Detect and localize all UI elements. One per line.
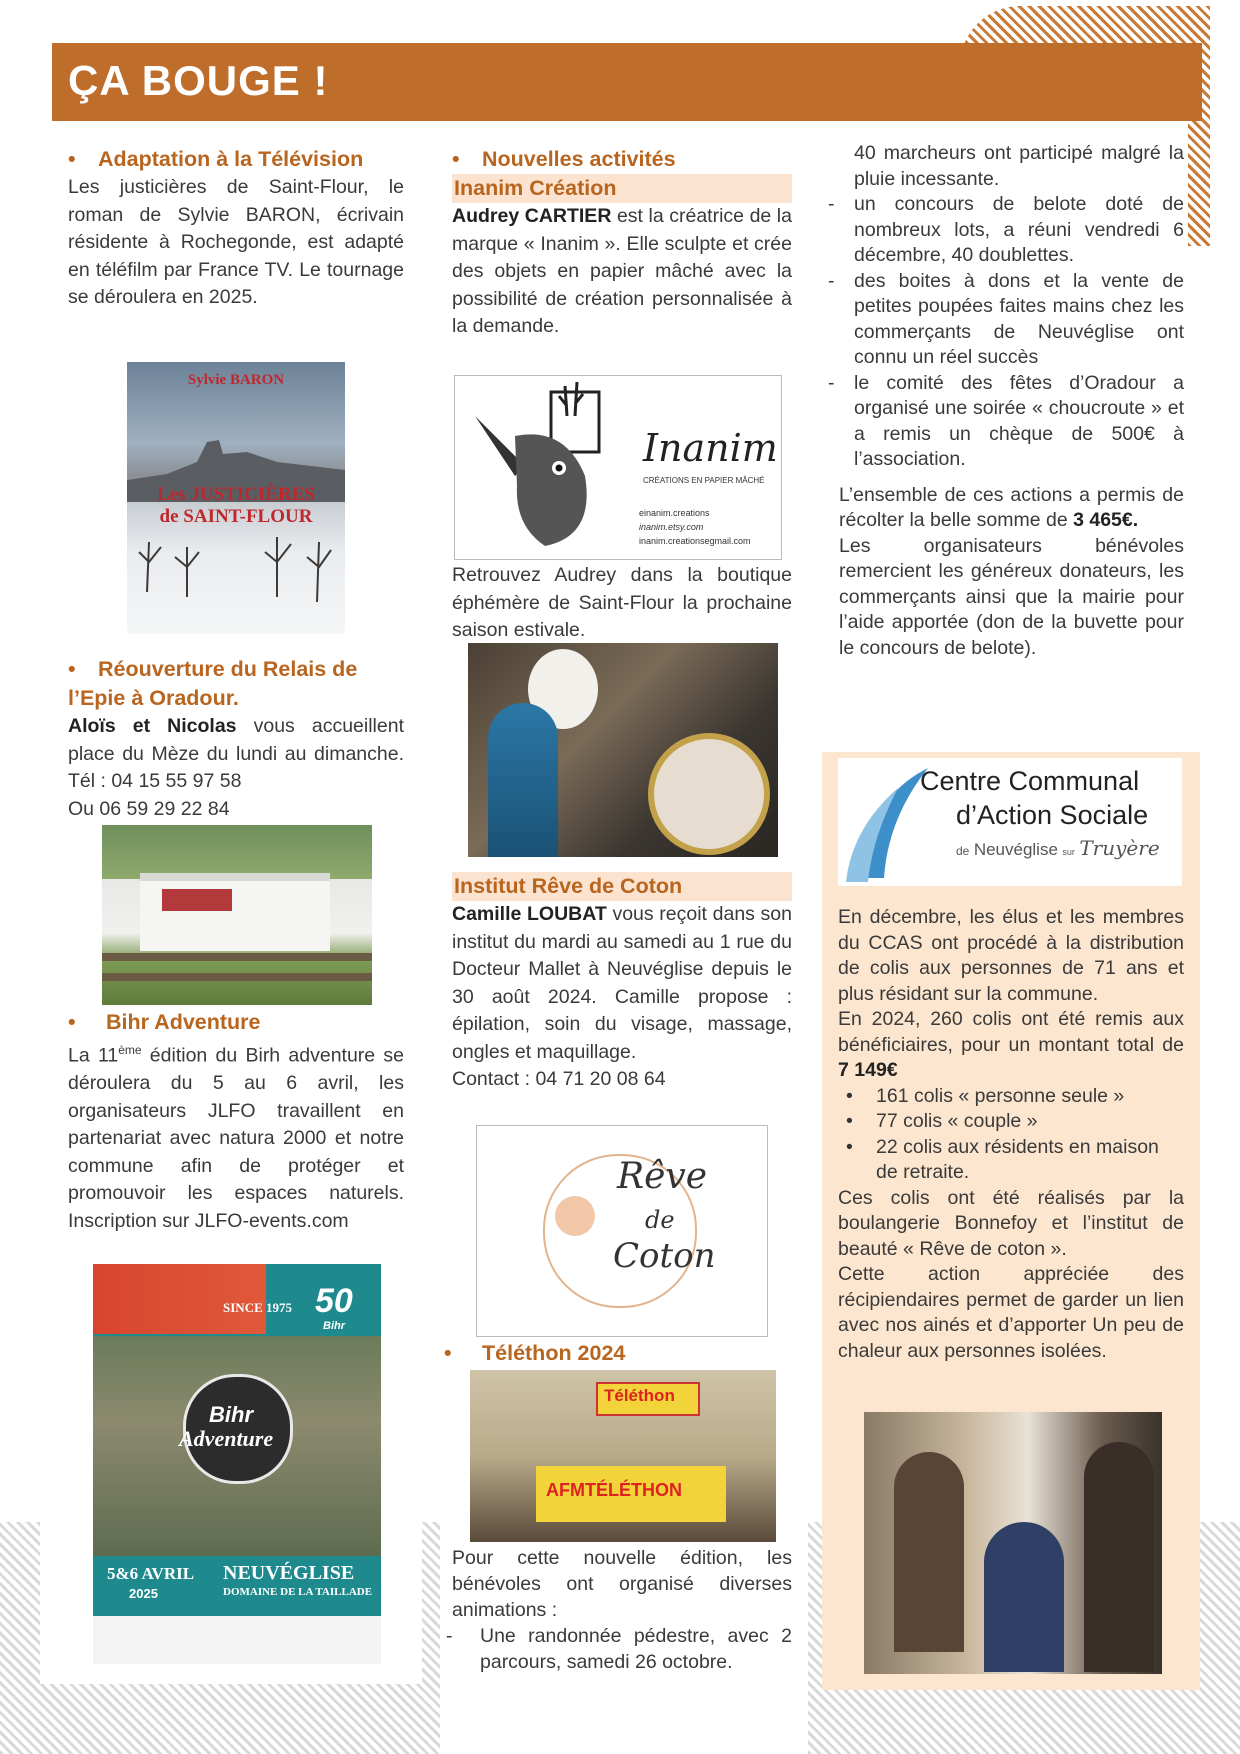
telethon-action-1: - un concours de belote doté de nombreux lots, a réuni vendredi 6 décembre, 40 doublettes. xyxy=(826,192,1184,269)
inanim-tagline: CRÉATIONS EN PAPIER MÂCHÉ xyxy=(643,476,765,485)
ccas-para-1: En décembre, les élus et les membres du CCAS ont procédé à la distribution de colis aux personnes de 71 ans et plus résidant sur la commune. xyxy=(838,906,1184,1005)
column-2-reve xyxy=(452,872,792,1094)
poster-venue: DOMAINE DE LA TAILLADE xyxy=(223,1586,373,1598)
column-2-telethon-text xyxy=(452,1545,792,1675)
relais-awning xyxy=(162,889,232,911)
reve-contact: Contact : 04 71 20 08 64 xyxy=(452,1068,666,1090)
section-heading-relais: • Réouverture du Relais de xyxy=(68,657,358,681)
photo-mask xyxy=(648,733,770,855)
relais-building xyxy=(140,873,330,951)
inanim-creations-photo xyxy=(468,643,778,857)
inanim-contact-3: inanim.creationsegmail.com xyxy=(639,536,751,546)
section-text-bihr: La 11ème édition du Birh adventure se déroulera du 5 au 6 avril, les organisateurs JLFO travaillent en partenariat avec natura 2000 et notre commune afin de protéger et promouvoir les espaces naturels. Inscription sur JLFO-events.com xyxy=(68,1043,404,1232)
section-heading-telethon: • Téléthon 2024 xyxy=(444,1341,626,1365)
ccas-para-4: Cette action appréciée des récipiendaires permet de garder un lien avec nos ainés et d’apporter Un peu de chaleur aux personnes isolées. xyxy=(838,1263,1184,1362)
poster-logo-l2: Adventure xyxy=(179,1426,274,1451)
ccas-photo xyxy=(864,1412,1162,1674)
inanim-contact-2: inanim.etsy.com xyxy=(639,522,704,532)
ccas-list-item-1: • 161 colis « personne seule » xyxy=(838,1084,1184,1110)
column-1-section-relais xyxy=(68,655,404,823)
jackalope-icon xyxy=(455,376,615,559)
relais-owners: Aloïs et Nicolas xyxy=(68,715,237,737)
poster-sponsors xyxy=(93,1616,381,1664)
ccas-list-item-3: • 22 colis aux résidents en maison de retraite. xyxy=(838,1135,1184,1186)
page-title: ÇA BOUGE ! xyxy=(68,57,329,104)
poster-place: NEUVÉGLISE xyxy=(223,1562,355,1584)
ccas-para-3: Ces colis ont été réalisés par la boulangerie Bonnefoy et l’institut de beauté « Rêve de coton ». xyxy=(838,1186,1184,1260)
section-heading-bihr: • Bihr Adventure xyxy=(68,1010,261,1034)
book-title-line1: Les JUSTICIÈRES xyxy=(157,484,315,505)
telethon-thanks: Les organisateurs bénévoles remercient les généreux donateurs, les commerçants ainsi que la mairie pour l’aide apportée (don de la buvette pour le concours de belote). xyxy=(839,534,1184,659)
ccas-list xyxy=(838,1084,1184,1186)
poster-years: 50 xyxy=(315,1282,353,1320)
relais-phone2: Ou 06 59 29 22 84 xyxy=(68,797,230,820)
telethon-action-2: - des boites à dons et la vente de petites poupées faites mains chez les commerçants de Neuvéglise ont connu un réel succès xyxy=(826,269,1184,371)
telethon-banner-text: AFMTÉLÉTHON xyxy=(546,1480,682,1500)
column-1 xyxy=(68,145,404,312)
ccas-logo-line1: Centre Communal xyxy=(920,766,1140,796)
telethon-photo xyxy=(470,1370,776,1542)
section-heading-relais-line2: l’Epie à Oradour. xyxy=(68,686,239,710)
section-text-tv: Les justicières de Saint-Flour, le roman de Sylvie BARON, écrivain résidente à Rochegonde, est adapté en téléfilm par France TV. Le tournage se déroulera en 2025. xyxy=(68,176,404,308)
page-banner xyxy=(52,43,1202,121)
inanim-contact-1: einanim.creations xyxy=(639,508,710,518)
book-author: Sylvie BARON xyxy=(187,372,285,388)
poster-year: 2025 xyxy=(129,1586,158,1601)
ccas-list-item-2: • 77 colis « couple » xyxy=(838,1109,1184,1135)
section-text-reve: Camille LOUBAT vous reçoit dans son institut du mardi au samedi au 1 rue du Docteur Mallet à Neuvéglise depuis le 30 août 2024. Camille propose : épilation, soin du visage, massage, ongles et maquillage. xyxy=(452,903,792,1063)
section-heading-activites: • Nouvelles activités xyxy=(452,147,676,171)
telethon-total: L’ensemble de ces actions a permis de récolter la belle somme de 3 465€. xyxy=(839,483,1184,531)
telethon-list xyxy=(444,1623,792,1675)
subheading-inanim: Inanim Création xyxy=(452,174,792,203)
book-cover-image xyxy=(127,362,345,634)
telethon-item-1: - Une randonnée pédestre, avec 2 parcours, samedi 26 octobre. xyxy=(444,1623,792,1675)
inanim-owner: Audrey CARTIER xyxy=(452,205,612,227)
column-2 xyxy=(452,145,792,341)
inanim-logo-card xyxy=(454,375,782,560)
column-3 xyxy=(826,141,1184,661)
ccas-logo xyxy=(838,758,1182,886)
telethon-sign-text: Téléthon xyxy=(604,1386,675,1405)
reve-de-coton-logo xyxy=(476,1125,768,1337)
ccas-photo-person2 xyxy=(984,1522,1064,1672)
inanim-after-text: Retrouvez Audrey dans la boutique éphémère de Saint-Flour la prochaine saison estivale. xyxy=(452,564,792,641)
poster-since: SINCE 1975 xyxy=(223,1300,292,1315)
inanim-brand-name: Inanim xyxy=(643,426,778,470)
reve-logo-line3: Coton xyxy=(613,1236,716,1276)
reve-owner: Camille LOUBAT xyxy=(452,903,607,925)
telethon-actions-list xyxy=(826,192,1184,473)
book-title-line2: de SAINT-FLOUR xyxy=(159,506,313,527)
section-heading-tv: • Adaptation à la Télévision xyxy=(68,147,364,171)
telethon-text: Pour cette nouvelle édition, les bénévoles ont organisé diverses animations : xyxy=(452,1547,792,1621)
section-text-inanim: Audrey CARTIER est la créatrice de la marque « Inanim ». Elle sculpte et crée des objets en papier mâché avec la possibilité de création personnalisée à la demande. xyxy=(452,205,792,337)
poster-brand-small: Bihr xyxy=(323,1320,345,1332)
reve-logo-blush xyxy=(555,1196,595,1236)
relais-fence xyxy=(102,953,372,961)
telethon-total-amount: 3 465€. xyxy=(1073,509,1139,531)
ccas-logo-line3: de Neuvéglise sur Truyère xyxy=(956,836,1160,860)
subheading-reve: Institut Rêve de Coton xyxy=(452,872,792,901)
telethon-action-3: - le comité des fêtes d’Oradour a organisé une soirée « choucroute » et a remis un chèque de 500€ à l’association. xyxy=(826,371,1184,473)
ccas-photo-person1 xyxy=(894,1452,964,1652)
ccas-logo-line2: d’Action Sociale xyxy=(956,800,1149,830)
ccas-amount: 7 149€ xyxy=(838,1059,898,1081)
relais-fence-2 xyxy=(102,973,372,981)
telethon-cont-text: 40 marcheurs ont participé malgré la pluie incessante. xyxy=(854,142,1184,190)
photo-peacock xyxy=(488,703,558,857)
ccas-para-2: En 2024, 260 colis ont été remis aux bénéficiaires, pour un montant total de 7 149€ xyxy=(838,1008,1184,1081)
section-text-relais: Aloïs et Nicolas vous accueillent place du Mèze du lundi au dimanche. Tél : 04 15 55 97 58 xyxy=(68,715,405,792)
column-2-inanim-after xyxy=(452,562,792,645)
column-1-section-bihr xyxy=(68,1008,404,1235)
poster-dates: 5&6 AVRIL xyxy=(107,1564,195,1583)
ccas-text xyxy=(838,905,1184,1364)
poster-logo-l1: Bihr xyxy=(209,1402,253,1427)
ccas-wave-icon xyxy=(838,758,928,886)
ccas-photo-person3 xyxy=(1084,1442,1154,1672)
column-2-telethon-heading xyxy=(444,1339,792,1368)
relais-photo xyxy=(102,825,372,1005)
reve-logo-line1: Rêve xyxy=(617,1156,708,1197)
bihr-poster xyxy=(93,1264,381,1664)
reve-logo-line2: de xyxy=(645,1206,675,1234)
